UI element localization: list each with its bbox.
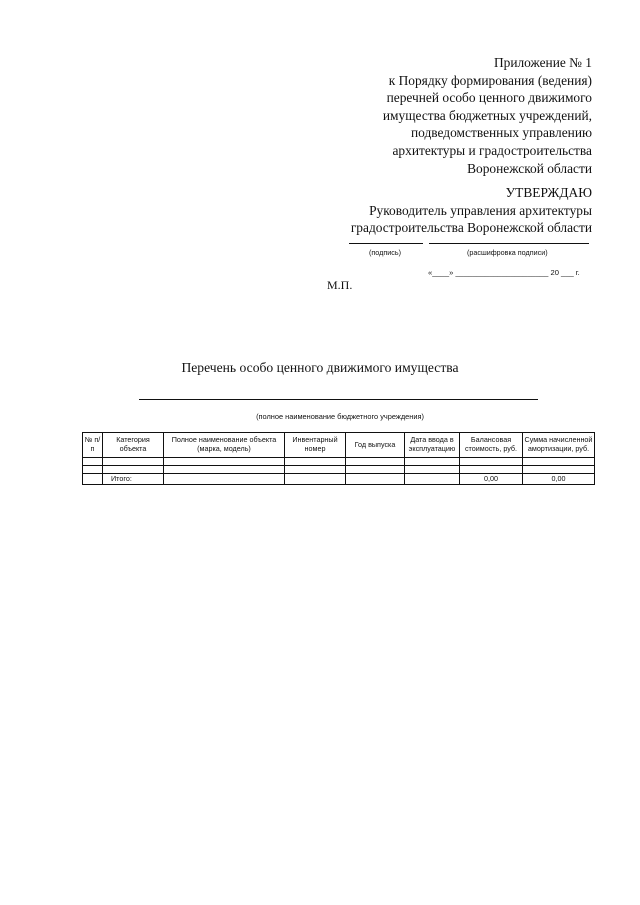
approval-line: Руководитель управления архитектуры	[369, 202, 592, 218]
appendix-line: подведомственных управлению	[411, 125, 592, 141]
header-cell-year: Год выпуска	[346, 433, 405, 458]
table-cell	[285, 474, 346, 485]
table-row	[83, 458, 595, 466]
table-cell	[346, 458, 405, 466]
appendix-line: Приложение № 1	[493, 55, 592, 70]
header-cell-category: Категория объекта	[103, 433, 164, 458]
table-cell	[83, 474, 103, 485]
table-cell	[460, 466, 523, 474]
appendix-line: Воронежской области	[467, 160, 592, 176]
signature-decoding-line	[429, 243, 589, 244]
header-cell-amortization: Сумма начисленной амортизации, руб.	[523, 433, 595, 458]
table-cell	[164, 474, 285, 485]
table-cell	[523, 458, 595, 466]
approval-line: градостроительства Воронежской области	[350, 220, 592, 236]
header-cell-full-name: Полное наименование объекта (марка, модель)	[164, 433, 285, 458]
table-cell	[164, 466, 285, 474]
header-cell-commission-date: Дата ввода в эксплуатацию	[405, 433, 460, 458]
table-cell	[405, 458, 460, 466]
table-cell	[346, 474, 405, 485]
header-cell-inventory-number: Инвентарный номер	[285, 433, 346, 458]
table-cell	[164, 458, 285, 466]
decoding-caption: (расшифровка подписи)	[467, 248, 548, 257]
table-cell	[346, 466, 405, 474]
approval-block	[351, 184, 592, 237]
property-table	[82, 432, 595, 485]
table-cell	[103, 466, 164, 474]
table-cell	[405, 466, 460, 474]
table-cell	[285, 466, 346, 474]
table-total-row	[83, 474, 595, 485]
header-cell-balance-value: Балансовая стоимость, руб.	[460, 433, 523, 458]
appendix-line: к Порядку формирования (ведения)	[388, 72, 592, 88]
table-cell	[83, 458, 103, 466]
document-title: Перечень особо ценного движимого имущества	[181, 360, 459, 375]
table-cell	[523, 466, 595, 474]
approval-date-line: «____» ______________________ 20 ___ г.	[428, 268, 580, 277]
stamp-placeholder: М.П.	[327, 278, 353, 292]
table-cell	[460, 458, 523, 466]
table-row	[83, 466, 595, 474]
total-label: Итого:	[103, 474, 164, 485]
table-header-row	[83, 433, 595, 458]
table-cell	[285, 458, 346, 466]
appendix-line: имущества бюджетных учреждений,	[382, 107, 592, 123]
table-cell	[83, 466, 103, 474]
signature-caption: (подпись)	[369, 248, 401, 257]
appendix-line: перечней особо ценного движимого	[386, 90, 592, 106]
appendix-line: архитектуры и градостроительства	[392, 142, 592, 158]
header-cell-number: № п/п	[83, 433, 103, 458]
organization-name-line	[139, 399, 538, 400]
table-cell	[405, 474, 460, 485]
signature-line	[349, 243, 423, 244]
appendix-block	[383, 54, 592, 177]
approval-heading: УТВЕРЖДАЮ	[505, 185, 592, 200]
total-balance-value: 0,00	[460, 474, 523, 485]
table-cell	[103, 458, 164, 466]
total-amortization-value: 0,00	[523, 474, 595, 485]
organization-caption: (полное наименование бюджетного учреждения)	[256, 412, 424, 421]
